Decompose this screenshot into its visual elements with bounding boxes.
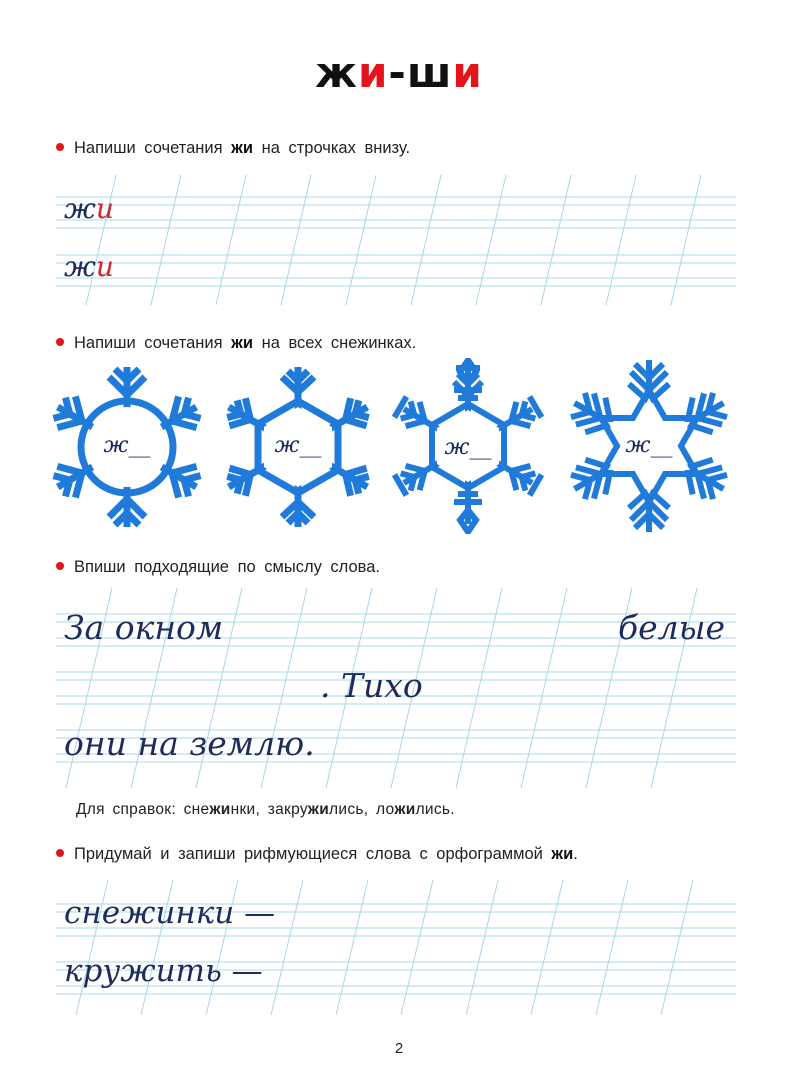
writing-lines-1 bbox=[56, 175, 736, 305]
task4-text-before: Придумай и запиши рифмующиеся слова с орфограммой bbox=[74, 845, 552, 863]
bullet-dot-icon bbox=[56, 849, 64, 857]
page-number: 2 bbox=[394, 1040, 404, 1057]
reference-label: Для справок: bbox=[76, 801, 184, 818]
bullet-dot-icon bbox=[56, 562, 64, 570]
task1-text-after: на строчках внизу. bbox=[253, 139, 411, 157]
title-vowel: и bbox=[357, 48, 389, 97]
title-part2 bbox=[407, 48, 483, 97]
task3-instruction bbox=[56, 558, 380, 577]
sample-1-i: и bbox=[95, 192, 114, 225]
title-vowel: и bbox=[452, 48, 483, 97]
snowflake-2-label: ж__ bbox=[274, 433, 322, 458]
page-title bbox=[0, 48, 798, 97]
sample-zhi-2 bbox=[64, 250, 114, 283]
task3-line2: . Тихо bbox=[320, 666, 423, 705]
task3-line3: они на землю. bbox=[64, 724, 315, 763]
bullet-dot-icon bbox=[56, 338, 64, 346]
task4-bold: жи bbox=[551, 845, 574, 863]
task2-bold: жи bbox=[231, 334, 253, 352]
sample-2-zh: ж bbox=[64, 250, 96, 283]
task4-line1: снежинки — bbox=[64, 895, 276, 931]
ref-word1-b: жи bbox=[209, 801, 231, 818]
task2-text-after: на всех снежинках. bbox=[253, 334, 417, 352]
title-separator: - bbox=[388, 48, 407, 97]
snowflake-4-label: ж__ bbox=[625, 433, 673, 458]
ref-word2-b: жи bbox=[307, 801, 330, 818]
task2-text-before: Напиши сочетания bbox=[74, 334, 232, 352]
ref-word1-c: нки, bbox=[230, 801, 268, 818]
task4-instruction bbox=[56, 845, 578, 864]
sample-2-i: и bbox=[95, 250, 114, 283]
task4-line2: кружить — bbox=[64, 953, 263, 989]
task1-bold: жи bbox=[231, 139, 253, 157]
task1-instruction bbox=[56, 139, 410, 158]
reference-words bbox=[76, 801, 455, 819]
task4-text-after: . bbox=[573, 845, 578, 863]
task3-text: Впиши подходящие по смыслу слова. bbox=[74, 558, 381, 576]
sample-zhi-1 bbox=[64, 192, 114, 225]
ref-word2-c: лись, bbox=[329, 801, 376, 818]
task3-line1-start: За окном bbox=[64, 608, 224, 647]
sample-1-zh: ж bbox=[64, 192, 96, 225]
snowflake-3-label: ж__ bbox=[444, 435, 492, 460]
title-consonant: ж bbox=[315, 48, 358, 97]
ref-word3-c: лись. bbox=[415, 801, 455, 818]
ref-word2-a: закру bbox=[267, 801, 308, 818]
task3-line1-end: белые bbox=[618, 608, 726, 647]
ref-word1-a: сне bbox=[183, 801, 210, 818]
title-part1 bbox=[315, 48, 388, 97]
task1-text-before: Напиши сочетания bbox=[74, 139, 232, 157]
bullet-dot-icon bbox=[56, 143, 64, 151]
ref-word3-b: жи bbox=[394, 801, 416, 818]
snowflake-1-label: ж__ bbox=[103, 433, 151, 458]
ref-word3-a: ло bbox=[376, 801, 395, 818]
task2-instruction bbox=[56, 334, 416, 353]
title-consonant: ш bbox=[406, 48, 453, 97]
